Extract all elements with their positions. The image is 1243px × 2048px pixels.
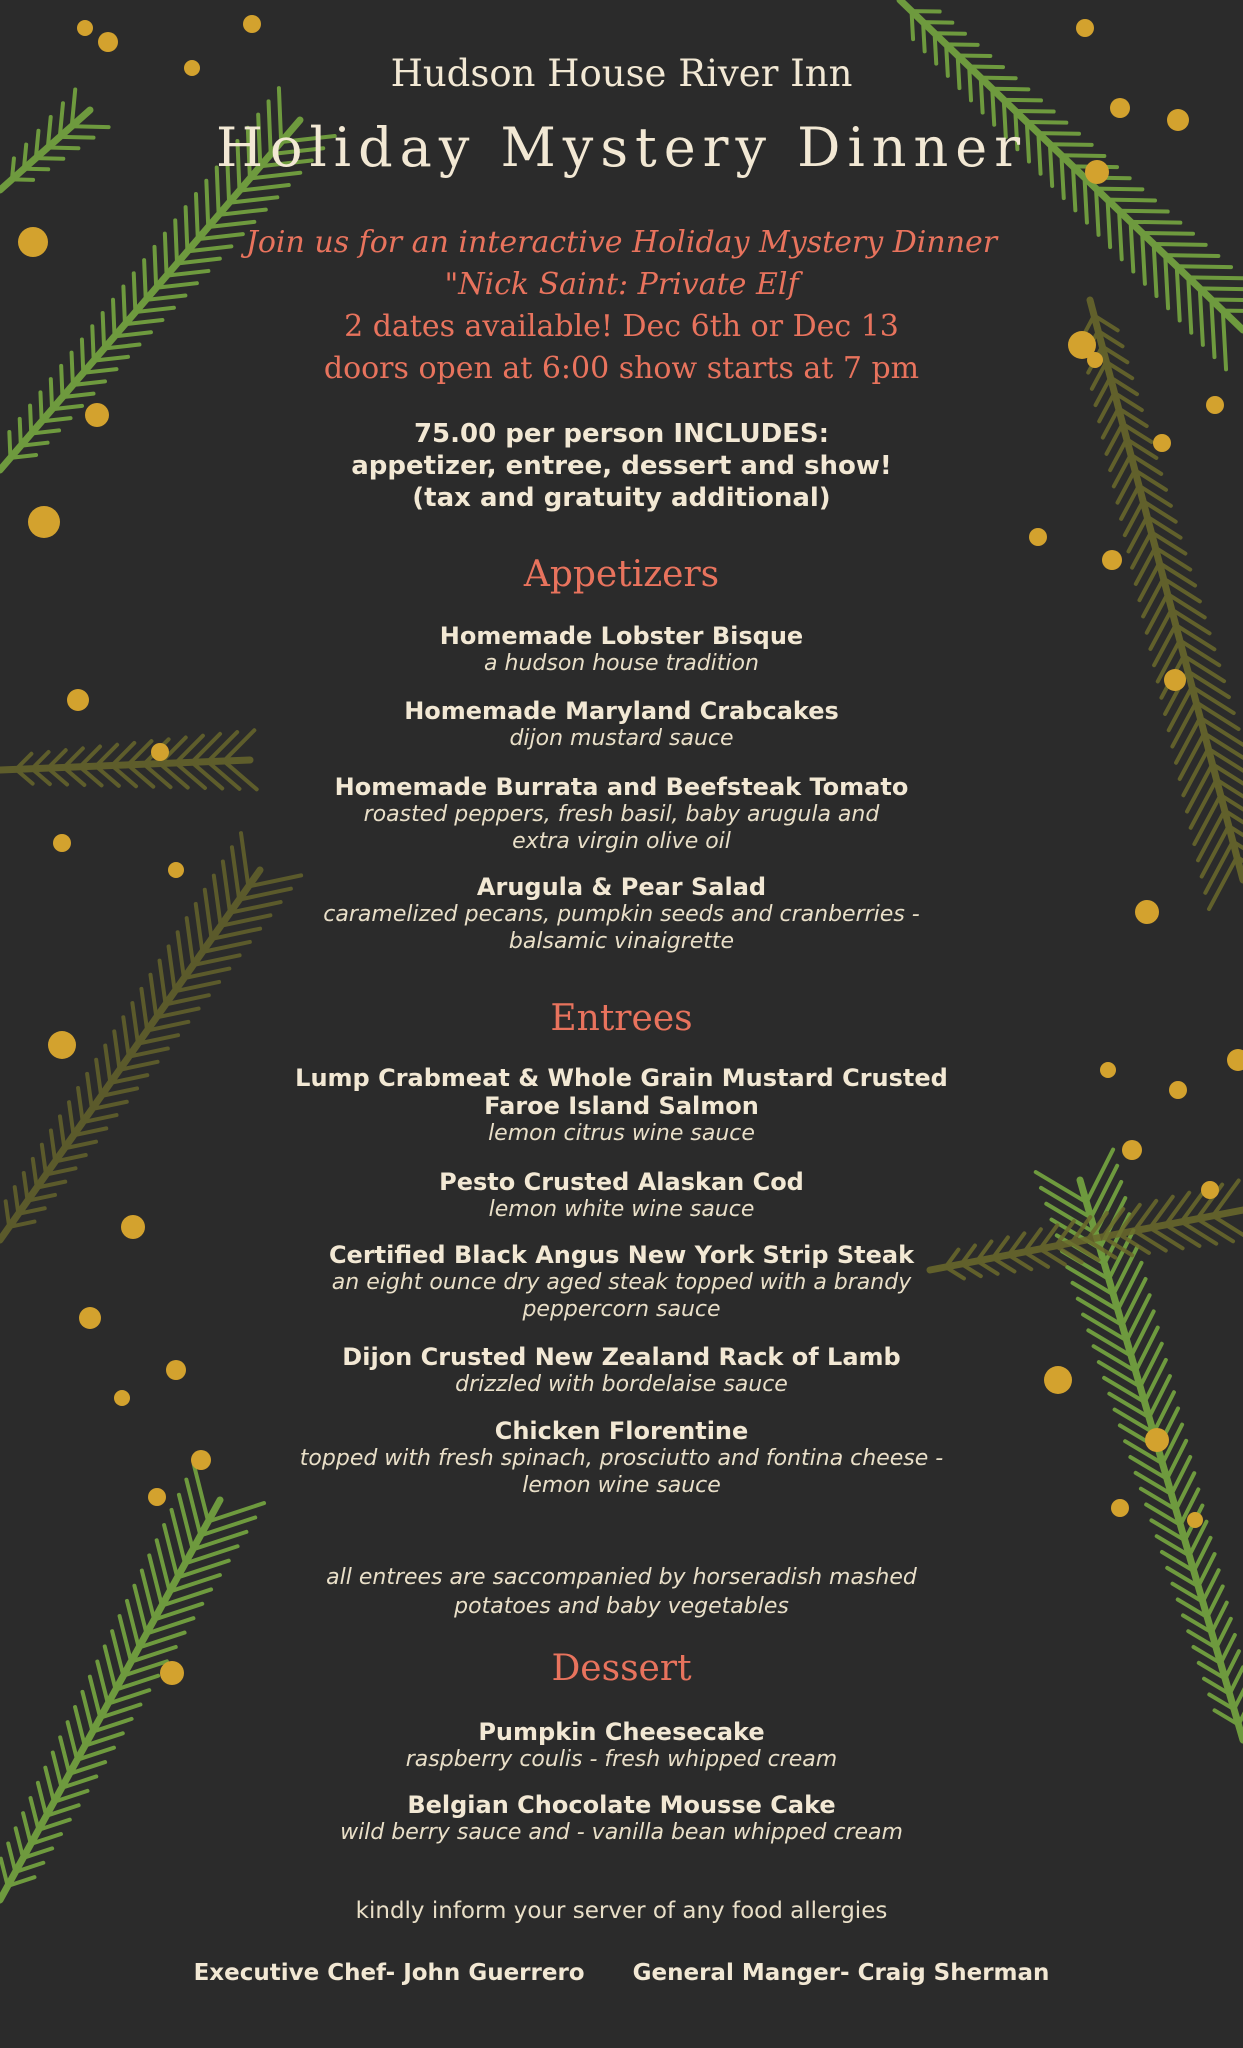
event-intro: [0, 222, 1243, 390]
item-name: Faroe Island Salmon: [484, 1092, 759, 1120]
pricing-line-1: 75.00 per person INCLUDES:: [413, 419, 830, 449]
appetizers-title: Appetizers: [523, 554, 720, 595]
chef-credit: Executive Chef- John Guerrero: [193, 1960, 585, 1986]
manager-credit: General Manger- Craig Sherman: [632, 1960, 1050, 1986]
menu-item: [0, 1343, 1243, 1398]
item-description: balsamic vinaigrette: [508, 929, 735, 954]
entrees-note-line-2: potatoes and baby vegetables: [454, 1594, 789, 1619]
menu-item: [0, 1064, 1243, 1147]
item-name: Dijon Crusted New Zealand Rack of Lamb: [342, 1343, 901, 1371]
item-description: roasted peppers, fresh basil, baby arugula and: [363, 802, 880, 827]
item-description: wild berry sauce and - vanilla bean whipped cream: [340, 1820, 903, 1845]
pricing-line-3: (tax and gratuity additional): [412, 483, 831, 513]
item-name: Chicken Florentine: [494, 1417, 749, 1445]
entrees-title: Entrees: [550, 998, 693, 1039]
menu-item: [0, 697, 1243, 752]
pricing-line-2: appetizer, entree, dessert and show!: [351, 451, 892, 481]
item-description: drizzled with bordelaise sauce: [455, 1372, 788, 1397]
item-description: lemon citrus wine sauce: [488, 1121, 755, 1146]
item-description: caramelized pecans, pumpkin seeds and cranberries -: [323, 902, 920, 927]
menu-item: [0, 1791, 1243, 1846]
item-description: peppercorn sauce: [522, 1297, 721, 1322]
item-name: Pumpkin Cheesecake: [478, 1718, 765, 1746]
item-description: dijon mustard sauce: [509, 726, 734, 751]
intro-line-2: "Nick Saint: Private Elf: [444, 267, 799, 302]
menu-item: [0, 622, 1243, 677]
item-name: Homemade Lobster Bisque: [439, 622, 804, 650]
pricing-block: [0, 418, 1243, 514]
menu-item: [0, 873, 1243, 955]
intro-line-4: doors open at 6:00 show starts at 7 pm: [323, 351, 920, 386]
item-description: topped with fresh spinach, prosciutto and fontina cheese -: [299, 1446, 944, 1471]
item-description: raspberry coulis - fresh whipped cream: [405, 1747, 838, 1772]
menu-item: [0, 1241, 1243, 1323]
item-name: Pesto Crusted Alaskan Cod: [439, 1168, 804, 1196]
item-description: lemon white wine sauce: [488, 1197, 755, 1222]
entrees-note-line-1: all entrees are saccompanied by horseradish mashed: [326, 1565, 917, 1590]
allergy-note: kindly inform your server of any food allergies: [355, 1898, 888, 1924]
inn-name: Hudson House River Inn: [390, 52, 853, 95]
intro-line-1: Join us for an interactive Holiday Mystery Dinner: [245, 225, 998, 260]
dessert-title: Dessert: [551, 1648, 692, 1689]
page-title: Holiday Mystery Dinner: [215, 116, 1028, 179]
item-name: Certified Black Angus New York Strip Steak: [328, 1241, 915, 1269]
menu-item: [0, 1168, 1243, 1223]
intro-line-3: 2 dates available! Dec 6th or Dec 13: [344, 309, 899, 344]
menu-item: [0, 1417, 1243, 1499]
menu-item: [0, 773, 1243, 855]
item-description: extra virgin olive oil: [512, 829, 731, 854]
item-name: Homemade Burrata and Beefsteak Tomato: [334, 773, 909, 801]
item-description: lemon wine sauce: [522, 1473, 721, 1498]
staff-credits: [0, 1960, 1243, 1986]
item-description: a hudson house tradition: [484, 651, 759, 676]
item-name: Lump Crabmeat & Whole Grain Mustard Crusted: [295, 1064, 948, 1092]
item-name: Arugula & Pear Salad: [476, 873, 767, 901]
item-name: Homemade Maryland Crabcakes: [404, 697, 839, 725]
entrees-note: [0, 1563, 1243, 1621]
item-description: an eight ounce dry aged steak topped with a brandy: [331, 1270, 912, 1295]
menu-item: [0, 1718, 1243, 1773]
item-name: Belgian Chocolate Mousse Cake: [407, 1791, 836, 1819]
